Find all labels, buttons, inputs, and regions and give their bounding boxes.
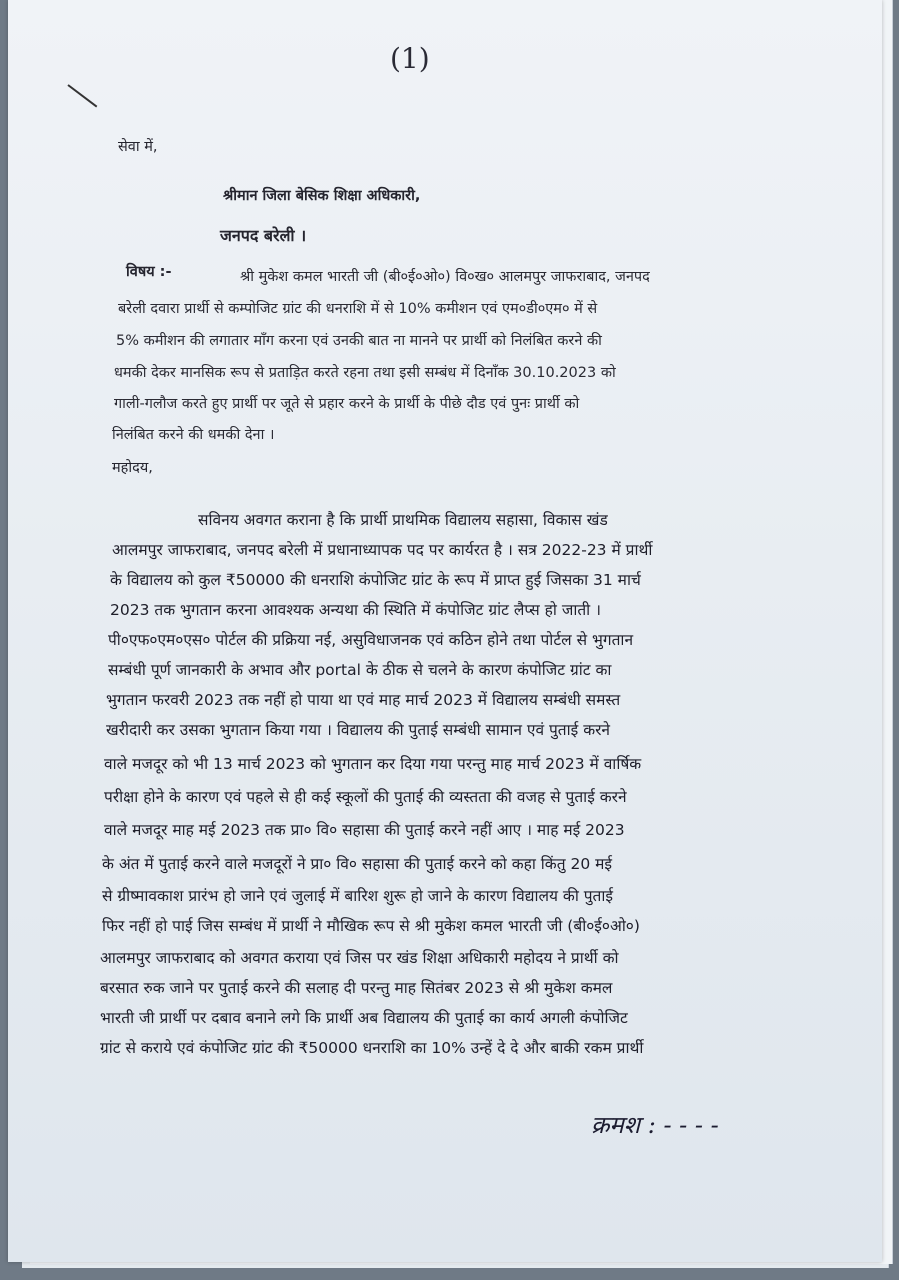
body-line: ग्रांट से कराये एवं कंपोजिट ग्रांट की ₹50000 धनराशि का 10% उन्हें दे दे और बाकी रकम प्रार्थी xyxy=(100,1039,644,1057)
district: जनपद बरेली । xyxy=(220,226,307,245)
subject-line: धमकी देकर मानसिक रूप से प्रताड़ित करते रहना तथा इसी सम्बंध में दिनाँक 30.10.2023 को xyxy=(114,365,616,381)
body-line: 2023 तक भुगतान करना आवश्यक अन्यथा की स्थिति में कंपोजिट ग्रांट लैप्स हो जाती । xyxy=(110,601,601,619)
body-line: पी०एफ०एम०एस० पोर्टल की प्रक्रिया नई, असुविधाजनक एवं कठिन होने तथा पोर्टल से भुगतान xyxy=(108,631,634,649)
salutation-to: सेवा में, xyxy=(118,139,158,155)
subject-line: निलंबित करने की धमकी देना । xyxy=(112,427,275,443)
body-line: परीक्षा होने के कारण एवं पहले से ही कई स्कूलों की पुताई की व्यस्तता की वजह से पुताई करने xyxy=(104,788,627,806)
page-number: (1) xyxy=(390,42,430,75)
body-line: के अंत में पुताई करने वाले मजदूरों ने प्रा० वि० सहासा की पुताई करने को कहा किंतु 20 मई xyxy=(102,855,613,873)
subject-line: बरेली दवारा प्रार्थी से कम्पोजिट ग्रांट की धनराशि में से 10% कमीशन एवं एम०डी०एम० में से xyxy=(118,301,598,317)
continued-mark: क्रमश : - - - - xyxy=(591,1111,719,1139)
body-line: भुगतान फरवरी 2023 तक नहीं हो पाया था एवं माह मार्च 2023 में विद्यालय सम्बंधी समस्त xyxy=(106,691,621,709)
greeting: महोदय, xyxy=(112,460,153,476)
body-line: आलमपुर जाफराबाद, जनपद बरेली में प्रधानाध्यापक पद पर कार्यरत है । सत्र 2022-23 में प्रार्थी xyxy=(112,541,653,559)
body-line: सम्बंधी पूर्ण जानकारी के अभाव और portal के ठीक से चलने के कारण कंपोजिट ग्रांट का xyxy=(108,661,612,679)
subject-line: श्री मुकेश कमल भारती जी (बी०ई०ओ०) वि०ख० आलमपुर जाफराबाद, जनपद xyxy=(240,269,650,285)
body-line: बरसात रुक जाने पर पुताई करने की सलाह दी परन्तु माह सितंबर 2023 से श्री मुकेश कमल xyxy=(100,979,613,997)
letter-page xyxy=(8,0,882,1262)
subject-line: गाली-गलौज करते हुए प्रार्थी पर जूते से प्रहार करने के प्रार्थी के पीछे दौड एवं पुनः प्रार्थी को xyxy=(114,396,580,412)
body-line: फिर नहीं हो पाई जिस सम्बंध में प्रार्थी ने मौखिक रूप से श्री मुकेश कमल भारती जी (बी०ई०ओ०) xyxy=(102,917,640,935)
body-line: वाले मजदूर को भी 13 मार्च 2023 को भुगतान कर दिया गया परन्तु माह मार्च 2023 में वार्षिक xyxy=(104,755,642,773)
body-line: खरीदारी कर उसका भुगतान किया गया । विद्यालय की पुताई सम्बंधी सामान एवं पुताई करने xyxy=(106,721,611,739)
body-line: आलमपुर जाफराबाद को अवगत कराया एवं जिस पर खंड शिक्षा अधिकारी महोदय ने प्रार्थी को xyxy=(100,949,619,967)
subject-label: विषय :- xyxy=(126,264,172,280)
body-line: सविनय अवगत कराना है कि प्रार्थी प्राथमिक विद्यालय सहासा, विकास खंड xyxy=(198,511,608,529)
body-line: से ग्रीष्मावकाश प्रारंभ हो जाने एवं जुलाई में बारिश शुरू हो जाने के कारण विद्यालय की पुताई xyxy=(102,887,614,905)
body-line: के विद्यालय को कुल ₹50000 की धनराशि कंपोजिट ग्रांट के रूप में प्राप्त हुई जिसका 31 मार्च xyxy=(110,571,641,589)
body-line: भारती जी प्रार्थी पर दबाव बनाने लगे कि प्रार्थी अब विद्यालय की पुताई का कार्य अगली कंपोजिट xyxy=(100,1009,628,1027)
subject-line: 5% कमीशन की लगातार माँग करना एवं उनकी बात ना मानने पर प्रार्थी को निलंबित करने की xyxy=(116,333,602,349)
addressee: श्रीमान जिला बेसिक शिक्षा अधिकारी, xyxy=(223,188,421,204)
body-line: वाले मजदूर माह मई 2023 तक प्रा० वि० सहासा की पुताई करने नहीं आए । माह मई 2023 xyxy=(104,821,625,839)
pen-mark xyxy=(67,84,97,107)
